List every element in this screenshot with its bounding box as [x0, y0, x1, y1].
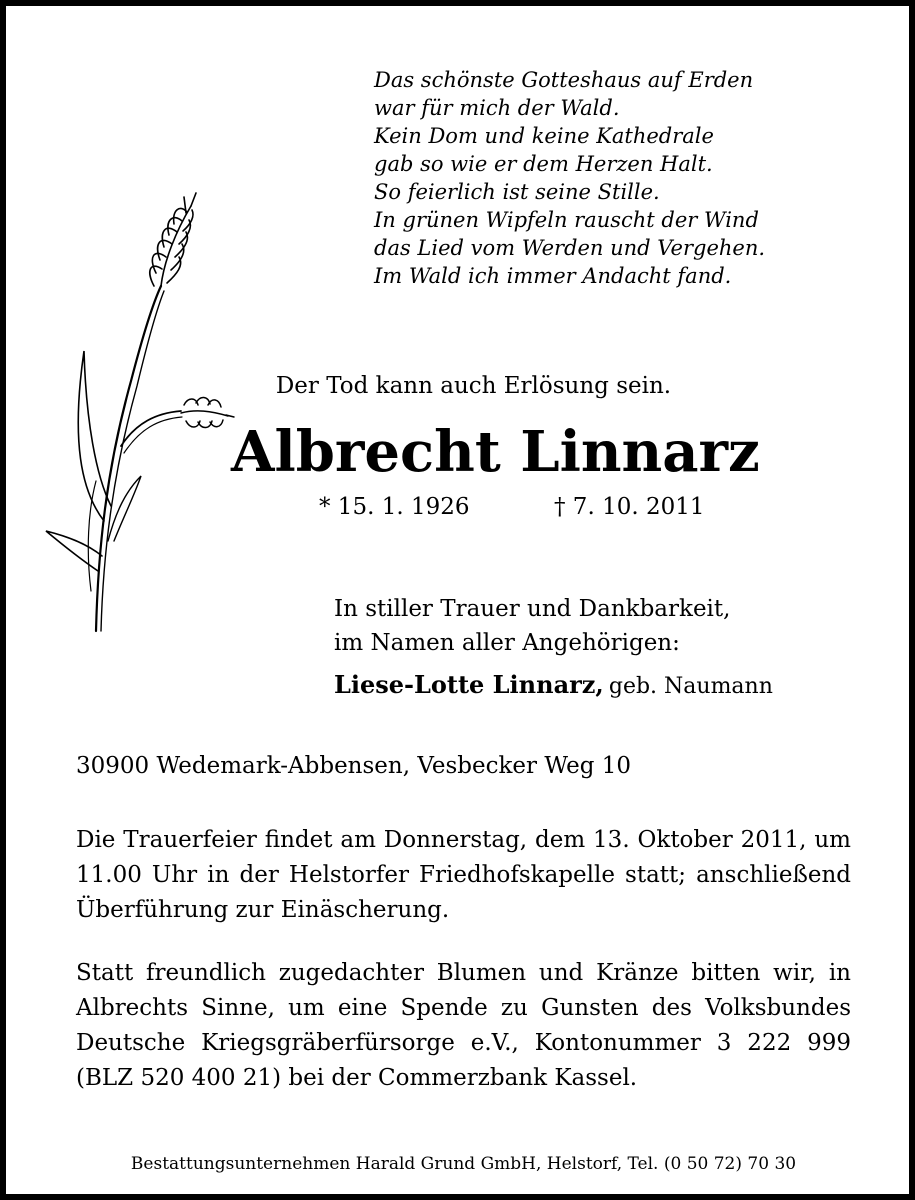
poem-line: Das schönste Gotteshaus auf Erden — [374, 68, 754, 92]
poem-line: gab so wie er dem Herzen Halt. — [374, 152, 713, 176]
poem-line: So feierlich ist seine Stille. — [374, 180, 660, 204]
mourner-name: Liese-Lotte Linnarz, — [334, 670, 604, 699]
mourning-line: In stiller Trauer und Dankbarkeit, — [334, 596, 731, 622]
mourning-line: im Namen aller Angehörigen: — [334, 630, 680, 656]
poem-line: war für mich der Wald. — [374, 96, 620, 120]
mourner — [334, 670, 773, 699]
birth-date: * 15. 1. 1926 — [319, 494, 470, 520]
funeral-home-footer: Bestattungsunternehmen Harald Grund GmbH, Helstorf, Tel. (0 50 72) 70 30 — [130, 1154, 797, 1174]
poem-line: das Lied vom Werden und Vergehen. — [374, 236, 766, 260]
donation-paragraph: Statt freundlich zugedachter Blumen und Kränze bitten wir, in Albrechts Sinne, um eine Spende zu Gunsten des Volksbundes Deutsche Kriegsgräberfürsorge e.V., Kontonummer 3 222 999 (BLZ 520 400 21) bei der Commerzbank Kassel. — [76, 960, 851, 1091]
tagline: Der Tod kann auch Erlösung sein. — [275, 373, 672, 399]
wheat-stalk-icon — [36, 191, 236, 641]
mourner-maiden-name: geb. Naumann — [608, 674, 773, 699]
poem-line: Kein Dom und keine Kathedrale — [374, 124, 714, 148]
poem — [374, 66, 894, 290]
mourning-text — [334, 592, 730, 660]
death-date: † 7. 10. 2011 — [554, 494, 705, 520]
poem-line: In grünen Wipfeln rauscht der Wind — [374, 208, 759, 232]
funeral-paragraph: Die Trauerfeier findet am Donnerstag, dem 13. Oktober 2011, um 11.00 Uhr in der Helstorfer Friedhofskapelle statt; anschließend Überführung zur Einäscherung. — [76, 827, 851, 923]
poem-line: Im Wald ich immer Andacht fand. — [374, 264, 732, 288]
deceased-name: Albrecht Linnarz — [231, 419, 760, 485]
address: 30900 Wedemark-Abbensen, Vesbecker Weg 10 — [76, 753, 631, 779]
